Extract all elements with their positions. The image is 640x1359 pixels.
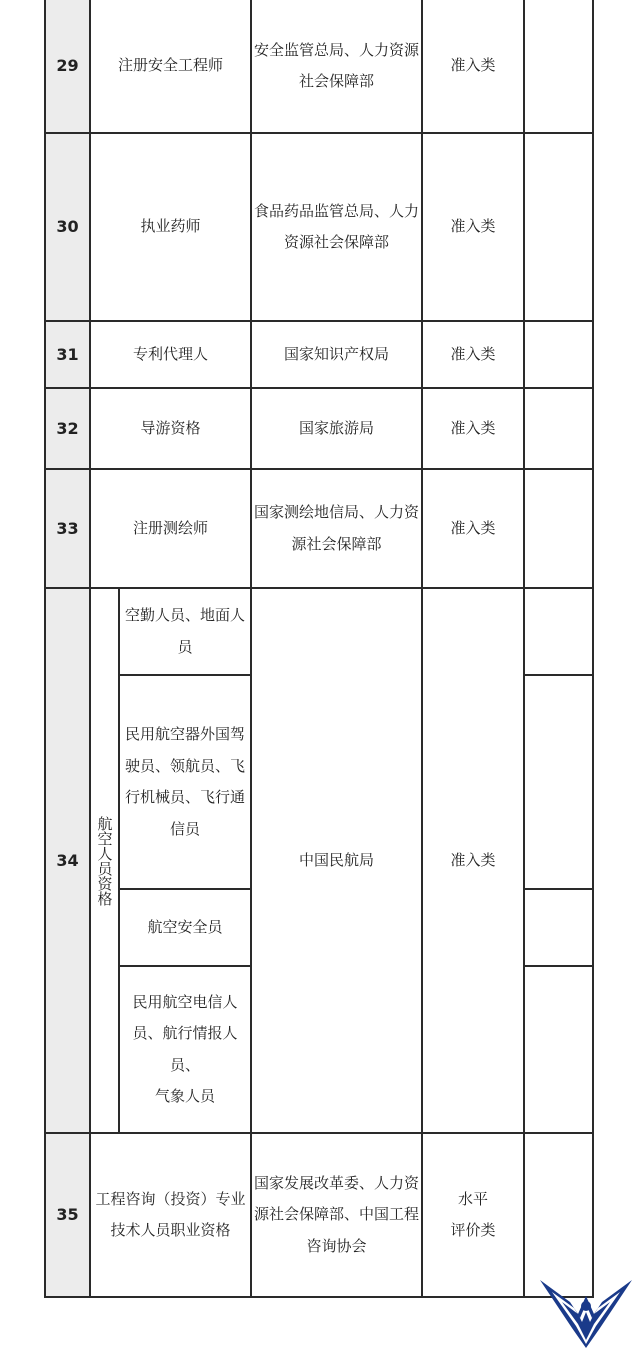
row-number: 30 [56,217,79,237]
name-line: 工程咨询（投资）专业 [95,1189,246,1208]
category: 准入类 [450,518,496,537]
name-line: 技术人员职业资格 [110,1221,231,1239]
department-line: 国家测绘地信局、人力资 [253,503,419,521]
sub-line: 民用航空电信人 [132,992,238,1011]
category: 准入类 [450,344,496,363]
sub-line: 气象人员 [154,1087,215,1105]
sub-qualification [120,589,250,674]
qualification-name [91,1134,250,1296]
row-number: 29 [56,56,79,76]
row-number: 34 [56,850,79,870]
qualification-name: 注册安全工程师 [117,56,223,75]
qualification-name: 专利代理人 [132,344,208,363]
category-line: 评价类 [450,1221,496,1239]
department-line: 咨询协会 [306,1236,367,1255]
department [252,1134,421,1296]
sub-line: 员、航行情报人员、 [132,1024,238,1074]
sub-line: 民用航空器外国驾 [124,725,245,743]
category: 准入类 [450,850,496,869]
qualification-name: 注册测绘师 [132,518,208,537]
department [252,470,421,587]
group-name-text: 航空人员资格 [95,815,114,906]
department-line: 安全监管总局、人力资源 [253,40,419,59]
department-line: 国家发展改革委、人力资 [253,1173,419,1192]
sub-qualification [120,967,250,1132]
qualification-name: 执业药师 [140,217,201,236]
eagle-logo-icon [532,1270,640,1355]
group-name [91,589,118,1132]
category: 准入类 [450,56,496,75]
category: 准入类 [450,418,496,437]
department [252,0,421,132]
row-number: 33 [56,518,79,538]
department: 国家旅游局 [298,418,374,437]
department-line: 食品药品监管总局、人力 [253,201,419,220]
category: 准入类 [450,217,496,236]
sub-line: 驶员、领航员、飞 [124,756,245,775]
department-line: 源社会保障部、中国工程 [253,1205,419,1224]
sub-line: 行机械员、飞行通 [124,788,245,806]
department [252,134,421,320]
qualification-name: 导游资格 [140,418,201,437]
sub-line: 员 [177,637,193,656]
sub-qualification [120,676,250,888]
department: 国家知识产权局 [283,344,389,363]
row-number: 31 [56,344,79,364]
category [423,1134,523,1296]
category-line: 水平 [457,1189,488,1208]
department: 中国民航局 [298,850,374,869]
department-line: 社会保障部 [298,72,374,90]
sub-line: 空勤人员、地面人 [124,606,245,624]
department-line: 源社会保障部 [291,534,382,553]
sub-qualification: 航空安全员 [147,917,223,936]
sub-line: 信员 [169,819,200,838]
row-number: 35 [56,1205,79,1225]
department-line: 资源社会保障部 [283,233,389,251]
row-number: 32 [56,418,79,438]
